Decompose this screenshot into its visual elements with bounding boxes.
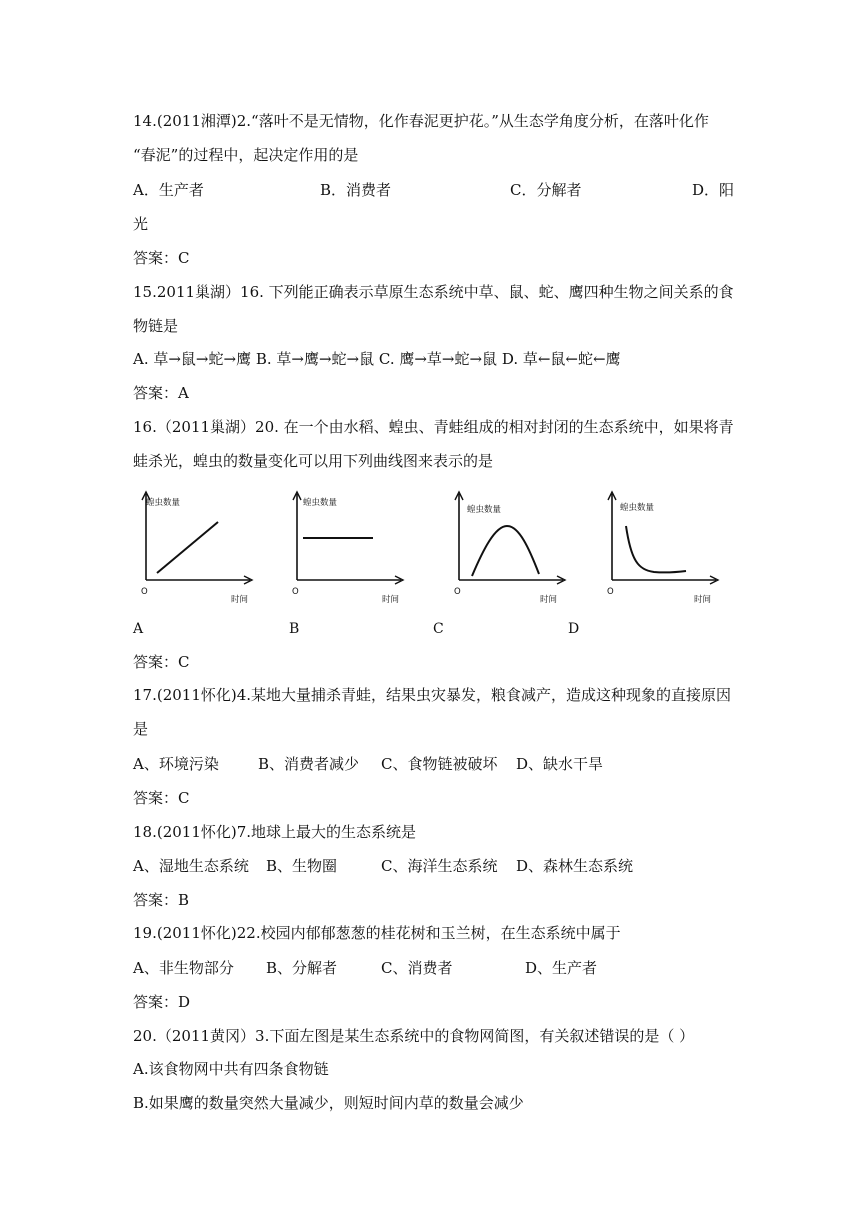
- graph-b-origin: O: [292, 587, 299, 597]
- q15-answer: 答案：A: [133, 384, 189, 402]
- q14-option-d: D．阳: [692, 181, 735, 199]
- q17-stem-line1: 17.(2011怀化)4.某地大量捕杀青蛙，结果虫灾暴发，粮食减产，造成这种现象的直接原因: [133, 686, 732, 704]
- graph-c-letter: C: [433, 621, 444, 637]
- q20-option-a: A.该食物网中共有四条食物链: [133, 1060, 329, 1078]
- graph-b: [285, 488, 410, 606]
- q16-stem-line2: 蛙杀光，蝗虫的数量变化可以用下列曲线图来表示的是: [133, 452, 494, 470]
- graph-b-ylabel: 蝗虫数量: [303, 498, 338, 508]
- q17-answer: 答案：C: [133, 789, 190, 807]
- q17-stem-line2: 是: [133, 720, 149, 738]
- q14-option-d-wrap: 光: [133, 215, 149, 233]
- q19-option-d: D、生产者: [525, 959, 598, 977]
- q15-stem-line1: 15.2011巢湖）16. 下列能正确表示草原生态系统中草、鼠、蛇、鹰四种生物之间关系的食: [133, 283, 734, 301]
- q14-stem-line1: 14.(2011湘潭)2.“落叶不是无情物，化作春泥更护花。”从生态学角度分析，在落叶化作: [133, 112, 709, 130]
- q19-option-a: A、非生物部分: [133, 959, 234, 977]
- graph-d-letter: D: [568, 621, 580, 637]
- graph-d-curve: [626, 526, 686, 572]
- q14-option-c: C．分解者: [510, 181, 582, 199]
- graph-a-letter: A: [133, 621, 144, 637]
- q19-option-c: C、消费者: [381, 959, 453, 977]
- q20-stem: 20.（2011黄冈）3.下面左图是某生态系统中的食物网简图，有关叙述错误的是（ ）: [133, 1027, 695, 1045]
- q16-answer: 答案：C: [133, 653, 190, 671]
- q18-option-c: C、海洋生态系统: [381, 857, 498, 875]
- graph-c-ylabel: 蝗虫数量: [467, 505, 502, 515]
- q17-option-b: B、消费者减少: [258, 755, 360, 773]
- graph-c-curve: [472, 526, 539, 576]
- q19-option-b: B、分解者: [266, 959, 338, 977]
- q17-option-c: C、食物链被破坏: [381, 755, 498, 773]
- q17-option-d: D、缺水干旱: [516, 755, 604, 773]
- graph-d-ylabel: 蝗虫数量: [620, 503, 655, 513]
- q15-stem-line2: 物链是: [133, 317, 179, 335]
- q15-options: A. 草→鼠→蛇→鹰 B. 草→鹰→蛇→鼠 C. 鹰→草→蛇→鼠 D. 草←鼠←蛇←鹰: [133, 350, 621, 368]
- q14-option-b: B．消费者: [320, 181, 392, 199]
- q18-option-b: B、生物圈: [266, 857, 338, 875]
- q16-stem-line1: 16.（2011巢湖）20. 在一个由水稻、蝗虫、青蛙组成的相对封闭的生态系统中，如果将青: [133, 418, 734, 436]
- graph-a: [133, 488, 258, 606]
- graph-a-origin: O: [141, 587, 148, 597]
- q14-stem-line2: “春泥”的过程中，起决定作用的是: [133, 146, 359, 164]
- q14-option-a: A．生产者: [133, 181, 204, 199]
- graph-c: [445, 488, 570, 606]
- graph-a-xlabel: 时间: [231, 595, 249, 605]
- graph-b-xlabel: 时间: [382, 595, 400, 605]
- graph-c-origin: O: [454, 587, 461, 597]
- graph-b-letter: B: [289, 621, 300, 637]
- q18-answer: 答案：B: [133, 891, 190, 909]
- q17-option-a: A、环境污染: [133, 755, 219, 773]
- q20-option-b: B.如果鹰的数量突然大量减少，则短时间内草的数量会减少: [133, 1094, 524, 1112]
- q19-answer: 答案：D: [133, 993, 191, 1011]
- graph-a-curve: [157, 522, 218, 573]
- q18-option-d: D、森林生态系统: [516, 857, 634, 875]
- graph-d: [598, 488, 723, 606]
- q14-answer: 答案：C: [133, 249, 190, 267]
- q19-stem: 19.(2011怀化)22.校园内郁郁葱葱的桂花树和玉兰树，在生态系统中属于: [133, 924, 621, 942]
- graph-d-xlabel: 时间: [694, 595, 712, 605]
- q18-stem: 18.(2011怀化)7.地球上最大的生态系统是: [133, 823, 417, 841]
- q18-option-a: A、湿地生态系统: [133, 857, 249, 875]
- graph-d-origin: O: [607, 587, 614, 597]
- graph-a-ylabel: 蝗虫数量: [146, 498, 181, 508]
- graph-c-xlabel: 时间: [540, 595, 558, 605]
